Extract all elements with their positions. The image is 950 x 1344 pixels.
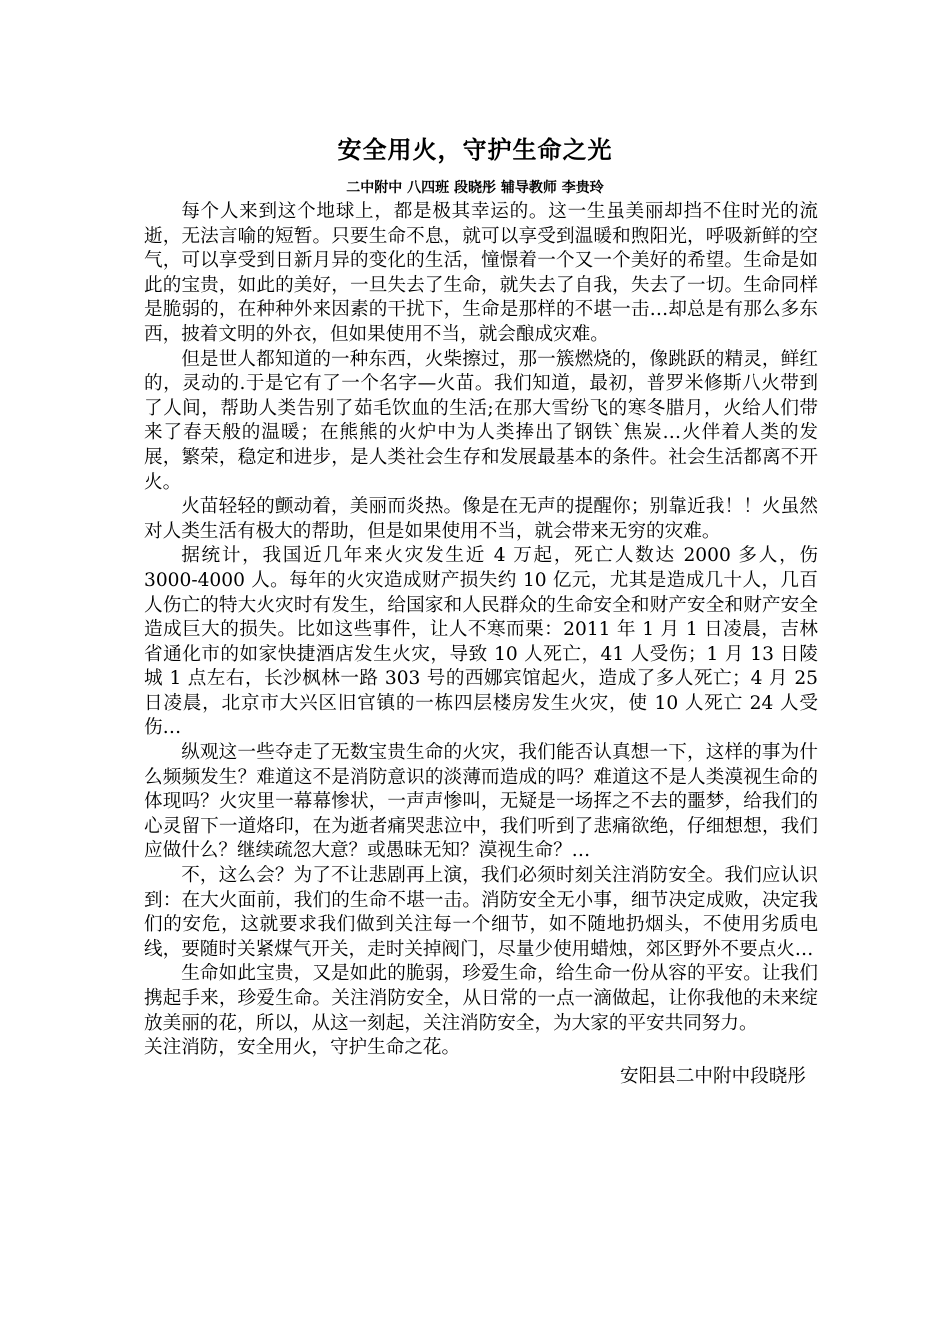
- document-title: 安全用火，守护生命之光: [337, 136, 613, 164]
- document-body: [144, 200, 818, 1089]
- paragraph: 每个人来到这个地球上，都是极其幸运的。这一生虽美丽却挡不住时光的流逝，无法言喻的短暂。只要生命不息，就可以享受到温暖和煦阳光，呼吸新鲜的空气，可以享受到日新月异的变化的生活，憧憬着一个又一个美好的希望。生命是如此的宝贵，如此的美好，一旦失去了生命，就失去了自我，失去了一切。生命同样是脆弱的，在种种外来因素的干扰下，生命是那样的不堪一击…却总是有那么多东西，披着文明的外衣，但如果使用不当，就会酿成灾难。: [144, 201, 818, 345]
- author-signature: 安阳县二中附中段晓彤: [620, 1065, 806, 1087]
- closing-line: 关注消防，安全用火，守护生命之花。: [144, 1037, 461, 1059]
- author-byline: 二中附中 八四班 段晓彤 辅导教师 李贵玲: [346, 180, 604, 196]
- paragraph: 但是世人都知道的一种东西，火柴擦过，那一簇燃烧的，像跳跃的精灵，鲜红的，灵动的.于是它有了一个名字—火苗。我们知道，最初，普罗米修斯八火带到了人间，帮助人类告别了茹毛饮血的生活;在那大雪纷飞的寒冬腊月，火给人们带来了春天般的温暖；在熊熊的火炉中为人类捧出了钢铁`焦炭…火伴着人类的发展，繁荣，稳定和进步，是人类社会生存和发展最基本的条件。社会生活都离不开火。: [144, 348, 818, 493]
- paragraph: 火苗轻轻的颤动着，美丽而炎热。像是在无声的提醒你；别靠近我！！火虽然对人类生活有极大的帮助，但是如果使用不当，就会带来无穷的灾难。: [144, 496, 818, 542]
- paragraph: 纵观这一些夺走了无数宝贵生命的火灾，我们能否认真想一下，这样的事为什么频频发生？难道这不是消防意识的淡薄而造成的吗？难道这不是人类漠视生命的体现吗？火灾里一幕幕惨状，一声声惨叫，无疑是一场挥之不去的噩梦，给我们的心灵留下一道烙印，在为逝者痛哭悲泣中，我们听到了悲痛欲绝，仔细想想，我们应做什么？继续疏忽大意？或愚昧无知？漠视生命？…: [144, 742, 818, 862]
- paragraph: 据统计，我国近几年来火灾发生近 4 万起，死亡人数达 2000 多人，伤 3000-4000 人。每年的火灾造成财产损失约 10 亿元，尤其是造成几十人，几百人伤亡的特大火灾时有发生，给国家和人民群众的生命安全和财产安全和财产安全造成巨大的损失。比如这些事件，让人不寒而栗：2011 年 1 月 1 日凌晨，吉林省通化市的如家快捷酒店发生火灾，导致 10 人死亡，41 人受伤；1 月 13 日陵城 1 点左右，长沙枫林一路 303 号的西娜宾馆起火，造成了多人死亡；4 月 25 日凌晨，北京市大兴区旧官镇的一栋四层楼房发生火灾，使 10 人死亡 24 人受伤…: [144, 545, 818, 739]
- paragraph: 不，这么会？为了不让悲剧再上演，我们必须时刻关注消防安全。我们应认识到：在大火面前，我们的生命不堪一击。消防安全无小事，细节决定成败，决定我们的安危，这就要求我们做到关注每一个细节，如不随地扔烟头，不使用劣质电线，要随时关紧煤气开关，走时关掉阀门，尽量少使用蜡烛，郊区野外不要点火…: [144, 865, 818, 960]
- paragraph: 生命如此宝贵，又是如此的脆弱，珍爱生命，给生命一份从容的平安。让我们携起手来，珍爱生命。关注消防安全，从日常的一点一滴做起，让你我他的未来绽放美丽的花，所以，从这一刻起，关注消防安全，为大家的平安共同努力。: [144, 963, 818, 1034]
